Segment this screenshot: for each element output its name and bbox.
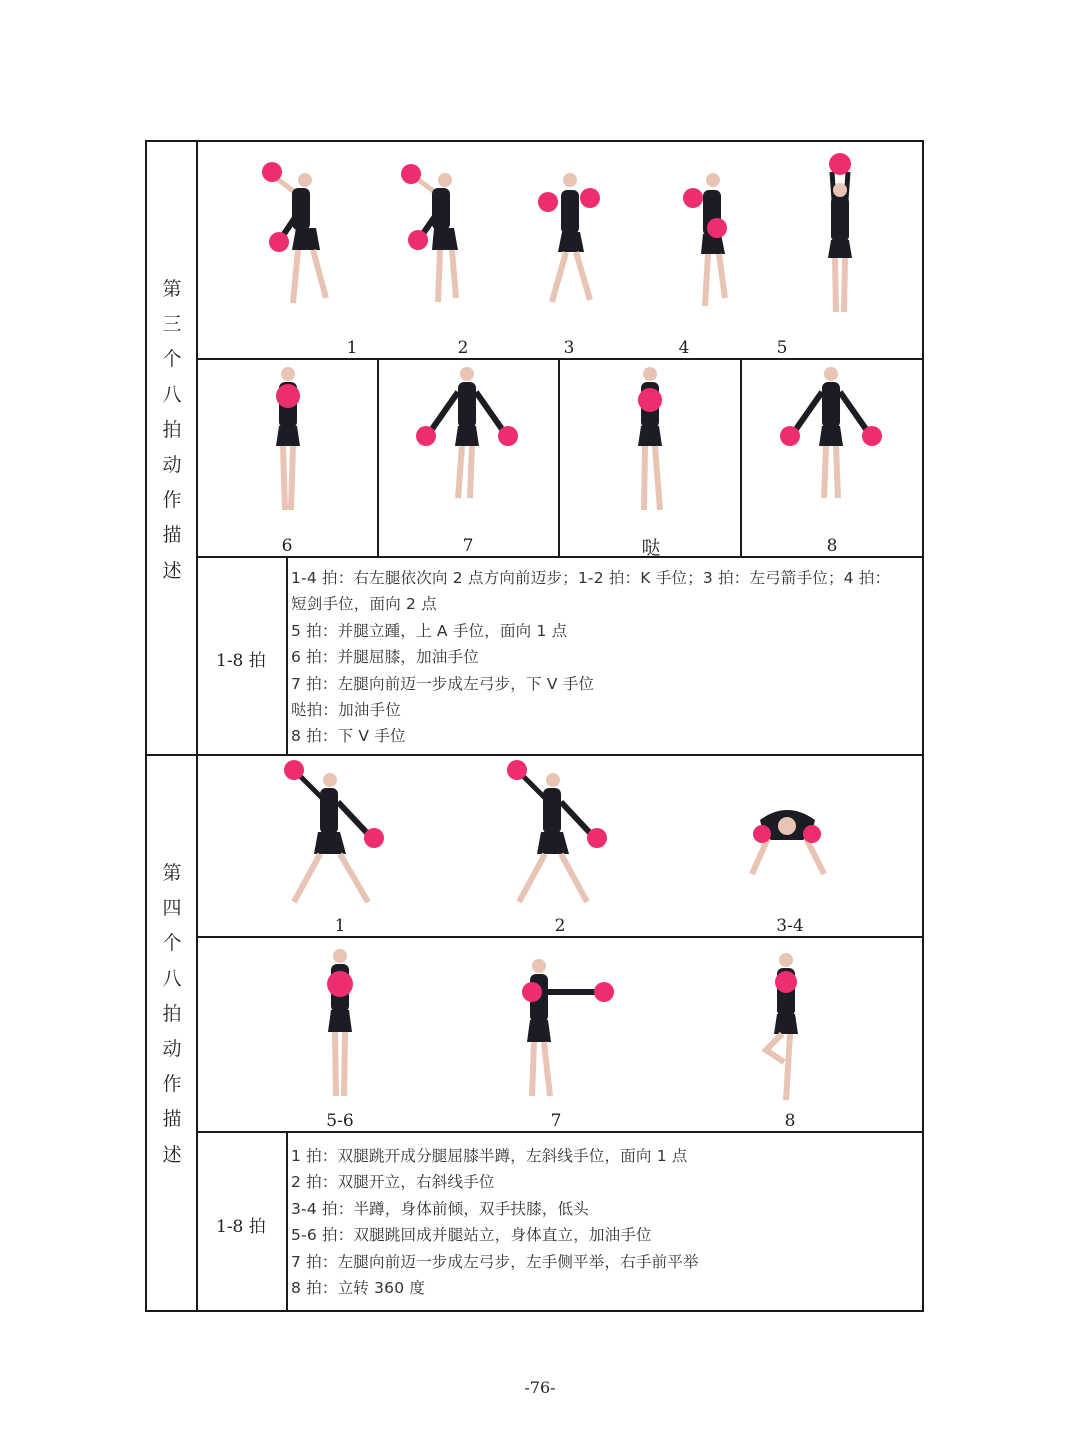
- dancer-photo: [620, 362, 680, 517]
- description-line: 8 拍：立转 360 度: [291, 1279, 426, 1298]
- description-line: 5 拍：并腿立踵，上 A 手位，面向 1 点: [291, 621, 568, 640]
- pose-label: 1: [346, 338, 358, 358]
- pose-label: 3: [563, 338, 575, 358]
- pose-label: 8: [826, 536, 838, 556]
- title-char: 拍: [162, 1002, 182, 1025]
- title-char: 八: [162, 383, 182, 406]
- title-char: 第: [162, 862, 182, 884]
- pose-label: 2: [457, 338, 469, 358]
- description-line: 8 拍：下 V 手位: [291, 727, 406, 746]
- title-char: 作: [162, 1073, 182, 1096]
- dancer-photo: [310, 942, 370, 1102]
- page-number: -76-: [524, 1378, 556, 1397]
- section-3-title: [160, 272, 184, 589]
- title-char: 第: [162, 278, 182, 300]
- pose-label: 哒: [641, 537, 661, 559]
- pose-label: 3-4: [776, 916, 804, 936]
- dancer-photo: [530, 162, 610, 312]
- description-line: 7 拍：左腿向前迈一步成左弓步，下 V 手位: [291, 674, 595, 693]
- dancer-photo: [510, 952, 615, 1102]
- title-char: 动: [162, 1038, 182, 1061]
- description-line: 3-4 拍：半蹲，身体前倾，双手扶膝，低头: [291, 1199, 589, 1218]
- description-line: 2 拍：双腿开立，右斜线手位: [291, 1173, 495, 1192]
- dancer-photo: [776, 362, 886, 507]
- dancer-photo: [740, 800, 835, 885]
- title-char: 述: [162, 559, 182, 582]
- title-char: 动: [162, 454, 182, 477]
- description-line: 5-6 拍：双腿跳回成并腿站立，身体直立，加油手位: [291, 1226, 652, 1245]
- title-char: 四: [162, 897, 182, 920]
- dancer-photo: [398, 160, 478, 310]
- description-line: 1 拍：双腿跳开成分腿屈膝半蹲，左斜线手位，面向 1 点: [291, 1147, 688, 1165]
- pose-label: 1: [334, 916, 346, 936]
- title-char: 描: [162, 1108, 182, 1131]
- description-line: 1-4 拍：右左腿依次向 2 点方向前迈步；1-2 拍：K 手位；3 拍：左弓箭手位；4 拍：: [291, 569, 891, 587]
- title-char: 个: [162, 932, 182, 955]
- title-char: 作: [162, 489, 182, 512]
- dancer-photo: [412, 362, 522, 507]
- description-line: 7 拍：左腿向前迈一步成左弓步，左手侧平举，右手前平举: [291, 1252, 699, 1271]
- title-char: 描: [162, 524, 182, 547]
- title-char: 三: [162, 313, 182, 336]
- pose-label: 5: [776, 338, 788, 358]
- pose-label: 8: [784, 1111, 796, 1131]
- pose-label: 6: [281, 536, 293, 556]
- beat-label: 1-8 拍: [216, 651, 266, 671]
- description-line: 短剑手位，面向 2 点: [291, 595, 437, 614]
- title-char: 述: [162, 1143, 182, 1166]
- description-text: [291, 1143, 919, 1301]
- dancer-photo: [810, 152, 870, 317]
- section-4-title: [160, 856, 184, 1173]
- description-text: [291, 565, 919, 750]
- description-line: 6 拍：并腿屈膝，加油手位: [291, 648, 479, 667]
- pose-label: 4: [678, 338, 690, 358]
- dancer-photo: [505, 758, 615, 908]
- pose-label: 5-6: [326, 1111, 354, 1131]
- pose-label: 2: [554, 916, 566, 936]
- dancer-photo: [675, 164, 745, 314]
- dancer-photo: [258, 362, 318, 517]
- pose-label: 7: [462, 536, 474, 556]
- pose-label: 7: [550, 1111, 562, 1131]
- beat-label: 1-8 拍: [216, 1217, 266, 1237]
- title-char: 八: [162, 967, 182, 990]
- dancer-photo: [756, 946, 816, 1106]
- title-char: 个: [162, 348, 182, 371]
- title-char: 拍: [162, 418, 182, 441]
- dancer-photo: [258, 158, 338, 313]
- description-line: 哒拍：加油手位: [291, 701, 401, 720]
- dancer-photo: [282, 758, 392, 908]
